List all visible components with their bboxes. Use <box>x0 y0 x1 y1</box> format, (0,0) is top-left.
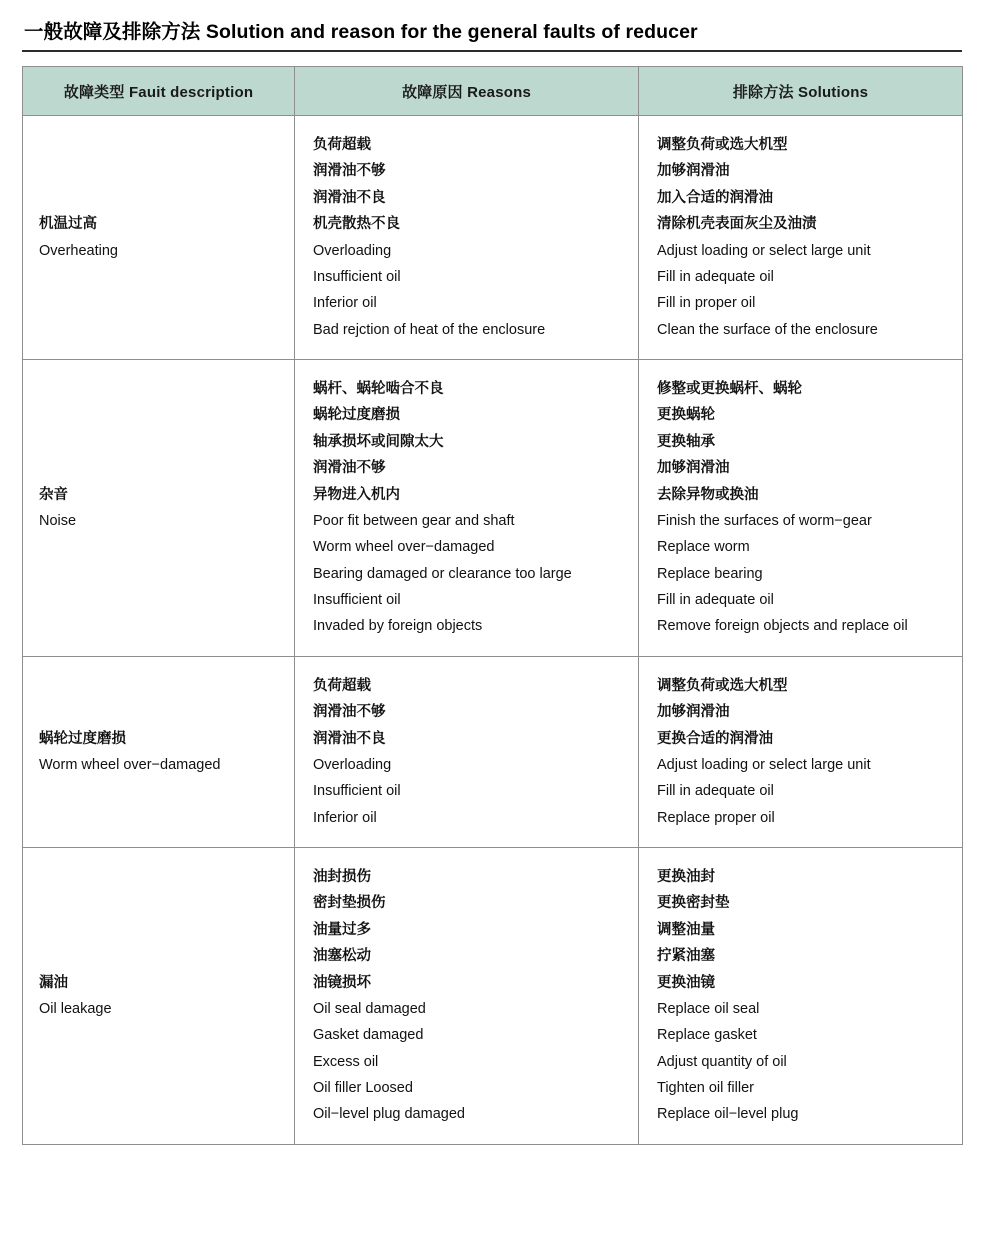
table-header <box>23 67 963 116</box>
reasons-cell-cn-line: 负荷超载 <box>313 137 371 153</box>
table-row <box>23 848 963 1145</box>
reasons-cell-cn-line: 异物进入机内 <box>313 486 400 503</box>
solutions-cell-en-line: Replace gasket <box>657 1027 757 1044</box>
solutions-cell-lines <box>657 673 952 831</box>
solutions-cell-cn-line: 调整负荷或选大机型 <box>657 677 788 694</box>
fault-type-cell <box>23 848 295 1145</box>
solutions-cell-en-line: Replace bearing <box>657 565 763 582</box>
solutions-cell-en-line: Fill in adequate oil <box>657 268 774 285</box>
table-row <box>23 360 963 657</box>
reasons-cell-en-line: Insufficient oil <box>313 592 401 608</box>
fault-type-en: Noise <box>39 512 77 529</box>
reasons-cell <box>295 848 639 1145</box>
table-row <box>23 116 963 360</box>
fault-type-en: Oil leakage <box>39 1000 112 1017</box>
solutions-cell-cn-line: 更换密封垫 <box>657 895 730 912</box>
reasons-cell-en-line: Insufficient oil <box>313 783 401 800</box>
table-header-row <box>23 67 963 116</box>
reasons-cell-cn-line: 轴承损坏或间隙太大 <box>313 433 444 450</box>
reasons-cell-en-line: Inferior oil <box>313 809 377 826</box>
column-header-solutions: 排除方法 Solutions <box>639 67 963 116</box>
solutions-cell-cn-line: 加够润滑油 <box>657 704 730 721</box>
solutions-cell-cn-line: 更换油镜 <box>657 974 715 991</box>
reasons-cell-lines <box>313 132 628 343</box>
solutions-cell-en-line: Clean the surface of the enclosure <box>657 321 878 338</box>
reasons-cell <box>295 116 639 360</box>
solutions-cell-en-line: Finish the surfaces of worm−gear <box>657 512 872 529</box>
solutions-cell-en-line: Fill in proper oil <box>657 295 756 312</box>
fault-type-cn: 杂音 <box>39 486 68 503</box>
solutions-cell-cn-line: 加够润滑油 <box>657 460 730 477</box>
reasons-cell-en-line: Oil filler Loosed <box>313 1080 413 1096</box>
reasons-cell <box>295 656 639 847</box>
reasons-cell-en-line: Gasket damaged <box>313 1027 424 1044</box>
solutions-cell-en-line: Tighten oil filler <box>657 1080 754 1096</box>
table-body <box>23 116 963 1145</box>
reasons-cell-en-line: Overloading <box>313 242 392 259</box>
title-divider <box>22 50 962 52</box>
solutions-cell-en-line: Fill in adequate oil <box>657 783 774 800</box>
solutions-cell-cn-line: 修整或更换蜗杆、蜗轮 <box>657 381 802 397</box>
table-row <box>23 656 963 847</box>
fault-type-en: Overheating <box>39 242 118 259</box>
solutions-cell-en-line: Replace worm <box>657 539 750 556</box>
reasons-cell-cn-line: 机壳散热不良 <box>313 216 400 233</box>
reasons-cell-cn-line: 润滑油不够 <box>313 163 386 180</box>
solutions-cell-cn-line: 更换合适的润滑油 <box>657 730 773 747</box>
reasons-cell-cn-line: 润滑油不够 <box>313 704 386 721</box>
solutions-cell-cn-line: 去除异物或换油 <box>657 486 759 503</box>
reasons-cell-en-line: Overloading <box>313 756 392 773</box>
reasons-cell-cn-line: 密封垫损伤 <box>313 895 386 912</box>
solutions-cell-lines <box>657 864 952 1128</box>
solutions-cell-en-line: Replace oil seal <box>657 1000 760 1017</box>
reasons-cell-en-line: Worm wheel over−damaged <box>313 539 495 556</box>
reasons-cell-cn-line: 负荷超载 <box>313 677 371 694</box>
solutions-cell-lines <box>657 132 952 343</box>
solutions-cell-cn-line: 更换轴承 <box>657 433 715 450</box>
solutions-cell-cn-line: 加够润滑油 <box>657 163 730 180</box>
reasons-cell-en-line: Oil−level plug damaged <box>313 1106 465 1123</box>
reasons-cell-cn-line: 润滑油不够 <box>313 460 386 477</box>
solutions-cell-en-line: Adjust loading or select large unit <box>657 242 871 259</box>
reasons-cell-en-line: Inferior oil <box>313 295 377 312</box>
solutions-cell-lines <box>657 376 952 640</box>
fault-type-cn: 机温过高 <box>39 216 97 233</box>
reasons-cell-en-line: Insufficient oil <box>313 268 401 285</box>
reasons-cell-en-line: Excess oil <box>313 1053 379 1070</box>
reasons-cell-en-line: Invaded by foreign objects <box>313 618 483 635</box>
solutions-cell-cn-line: 清除机壳表面灰尘及油渍 <box>657 216 817 233</box>
solutions-cell-cn-line: 加入合适的润滑油 <box>657 189 773 206</box>
solutions-cell-cn-line: 拧紧油塞 <box>657 948 715 965</box>
fault-type-cn: 蜗轮过度磨损 <box>39 730 126 747</box>
solutions-cell-en-line: Remove foreign objects and replace oil <box>657 618 908 635</box>
solutions-cell-en-line: Replace proper oil <box>657 809 775 826</box>
reasons-cell-cn-line: 油镜损坏 <box>313 974 371 991</box>
reasons-cell-cn-line: 油量过多 <box>313 921 371 938</box>
reasons-cell-cn-line: 油塞松动 <box>313 948 371 965</box>
solutions-cell-cn-line: 更换油封 <box>657 869 715 885</box>
reasons-cell-en-line: Bad rejction of heat of the enclosure <box>313 321 546 338</box>
solutions-cell <box>639 656 963 847</box>
solutions-cell-cn-line: 调整负荷或选大机型 <box>657 137 788 153</box>
reasons-cell-cn-line: 润滑油不良 <box>313 730 386 747</box>
solutions-cell <box>639 116 963 360</box>
reasons-cell-cn-line: 蜗轮过度磨损 <box>313 407 400 424</box>
reasons-cell-cn-line: 蜗杆、蜗轮啮合不良 <box>313 381 444 397</box>
reasons-cell-en-line: Oil seal damaged <box>313 1000 426 1017</box>
reasons-cell-en-line: Poor fit between gear and shaft <box>313 512 515 529</box>
page-title: 一般故障及排除方法 Solution and reason for the general faults of reducer <box>24 21 698 43</box>
column-header-reasons: 故障原因 Reasons <box>295 67 639 116</box>
reasons-cell-lines <box>313 376 628 640</box>
solutions-cell <box>639 848 963 1145</box>
solutions-cell <box>639 360 963 657</box>
fault-type-cell <box>23 116 295 360</box>
reasons-cell-en-line: Bearing damaged or clearance too large <box>313 565 572 582</box>
solutions-cell-en-line: Fill in adequate oil <box>657 592 774 608</box>
fault-type-cn: 漏油 <box>39 974 68 991</box>
column-header-fault-description: 故障类型 Fauit description <box>23 67 295 116</box>
fault-type-cell <box>23 656 295 847</box>
solutions-cell-cn-line: 更换蜗轮 <box>657 407 715 424</box>
reasons-cell-lines <box>313 673 628 831</box>
fault-type-cell <box>23 360 295 657</box>
fault-table <box>22 66 963 1145</box>
solutions-cell-en-line: Adjust loading or select large unit <box>657 756 871 773</box>
reasons-cell-cn-line: 润滑油不良 <box>313 189 386 206</box>
reasons-cell-cn-line: 油封损伤 <box>313 869 371 885</box>
reasons-cell-lines <box>313 864 628 1128</box>
reasons-cell <box>295 360 639 657</box>
fault-type-en: Worm wheel over−damaged <box>39 756 221 773</box>
solutions-cell-en-line: Replace oil−level plug <box>657 1106 799 1123</box>
solutions-cell-cn-line: 调整油量 <box>657 921 715 938</box>
solutions-cell-en-line: Adjust quantity of oil <box>657 1053 787 1070</box>
